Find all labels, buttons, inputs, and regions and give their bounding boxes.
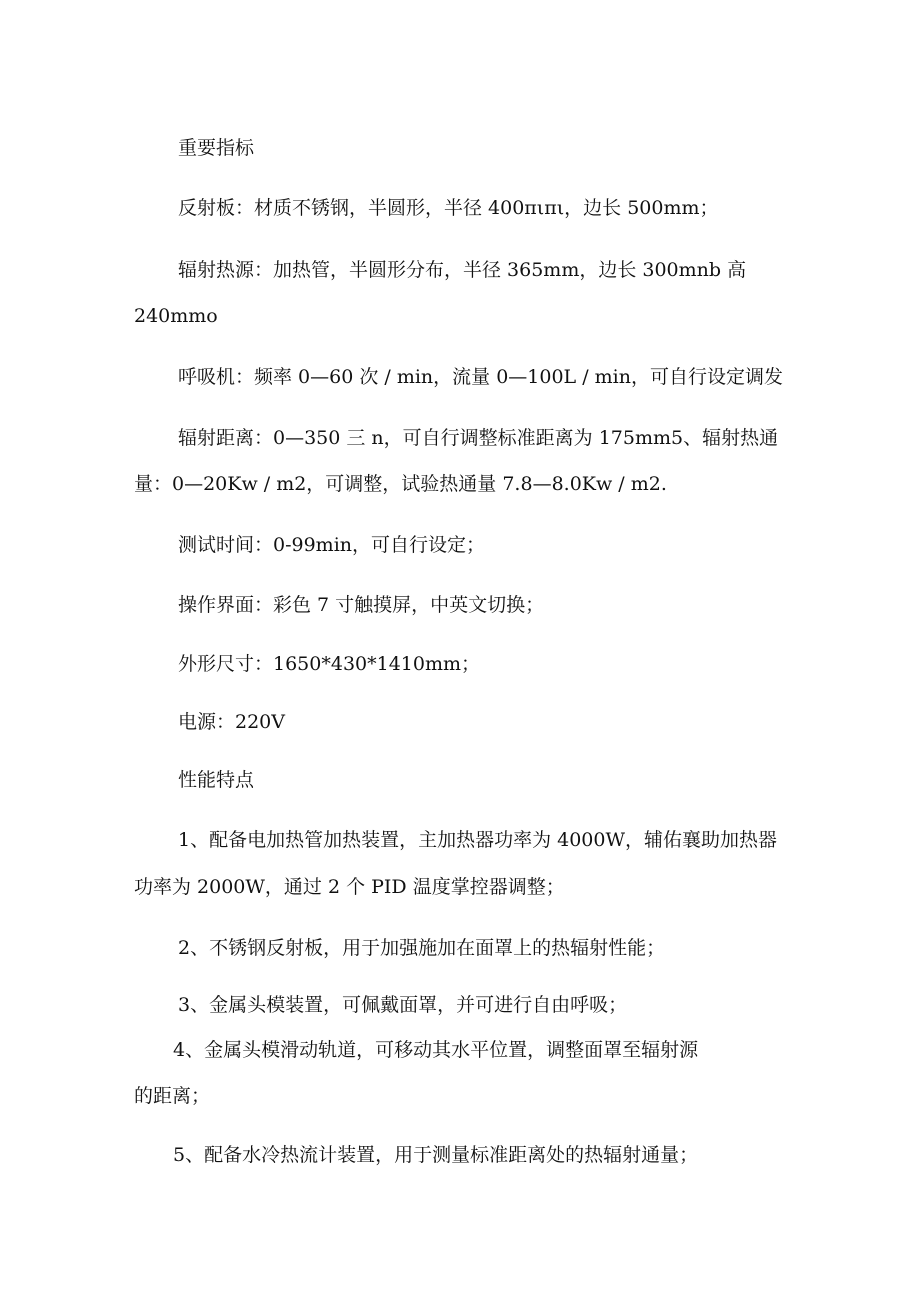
spec-power-supply: 电源：220V [178,711,285,733]
spec-respirator: 呼吸机：频率 0—60 次 / min，流量 0—100L / min，可自行设定调发 [178,366,783,388]
feature-4-line1: 4、金属头模滑动轨道，可移动其水平位置，调整面罩至辐射源 [173,1039,699,1061]
spec-radiation-distance-line2: 量：0—20Kw / m2，可调整，试验热通量 7.8—8.0Kw / m2. [134,473,667,495]
feature-5: 5、配备水冷热流计装置，用于测量标准距离处的热辐射通量； [173,1144,699,1166]
feature-4-line2: 的距离； [134,1085,211,1107]
spec-radiant-heat-source-line2: 240mmo [134,305,218,327]
heading-key-indicators: 重要指标 [178,137,255,159]
feature-1-line1: 1、配备电加热管加热装置，主加热器功率为 4000W，辅佑襄助加热器 [178,829,778,851]
feature-2: 2、不锈钢反射板，用于加强施加在面罩上的热辐射性能； [178,937,666,959]
heading-performance-features: 性能特点 [178,769,255,791]
feature-1-line2: 功率为 2000W，通过 2 个 PID 温度掌控器调整； [134,876,565,898]
spec-reflector: 反射板：材质不锈钢，半圆形，半径 400πιπι，边长 500mm； [178,197,719,219]
spec-operation-interface: 操作界面：彩色 7 寸触摸屏，中英文切换； [178,594,545,616]
spec-test-time: 测试时间：0-99min，可自行设定； [178,534,486,556]
feature-3: 3、金属头模装置，可佩戴面罩，并可进行自由呼吸； [178,994,628,1016]
spec-dimensions: 外形尺寸：1650*430*1410mm； [178,653,481,675]
spec-radiant-heat-source-line1: 辐射热源：加热管，半圆形分布，半径 365mm，边长 300mnb 高 [178,259,747,281]
spec-radiation-distance-line1: 辐射距离：0—350 三 n，可自行调整标准距离为 175mm5、辐射热通 [178,427,779,449]
